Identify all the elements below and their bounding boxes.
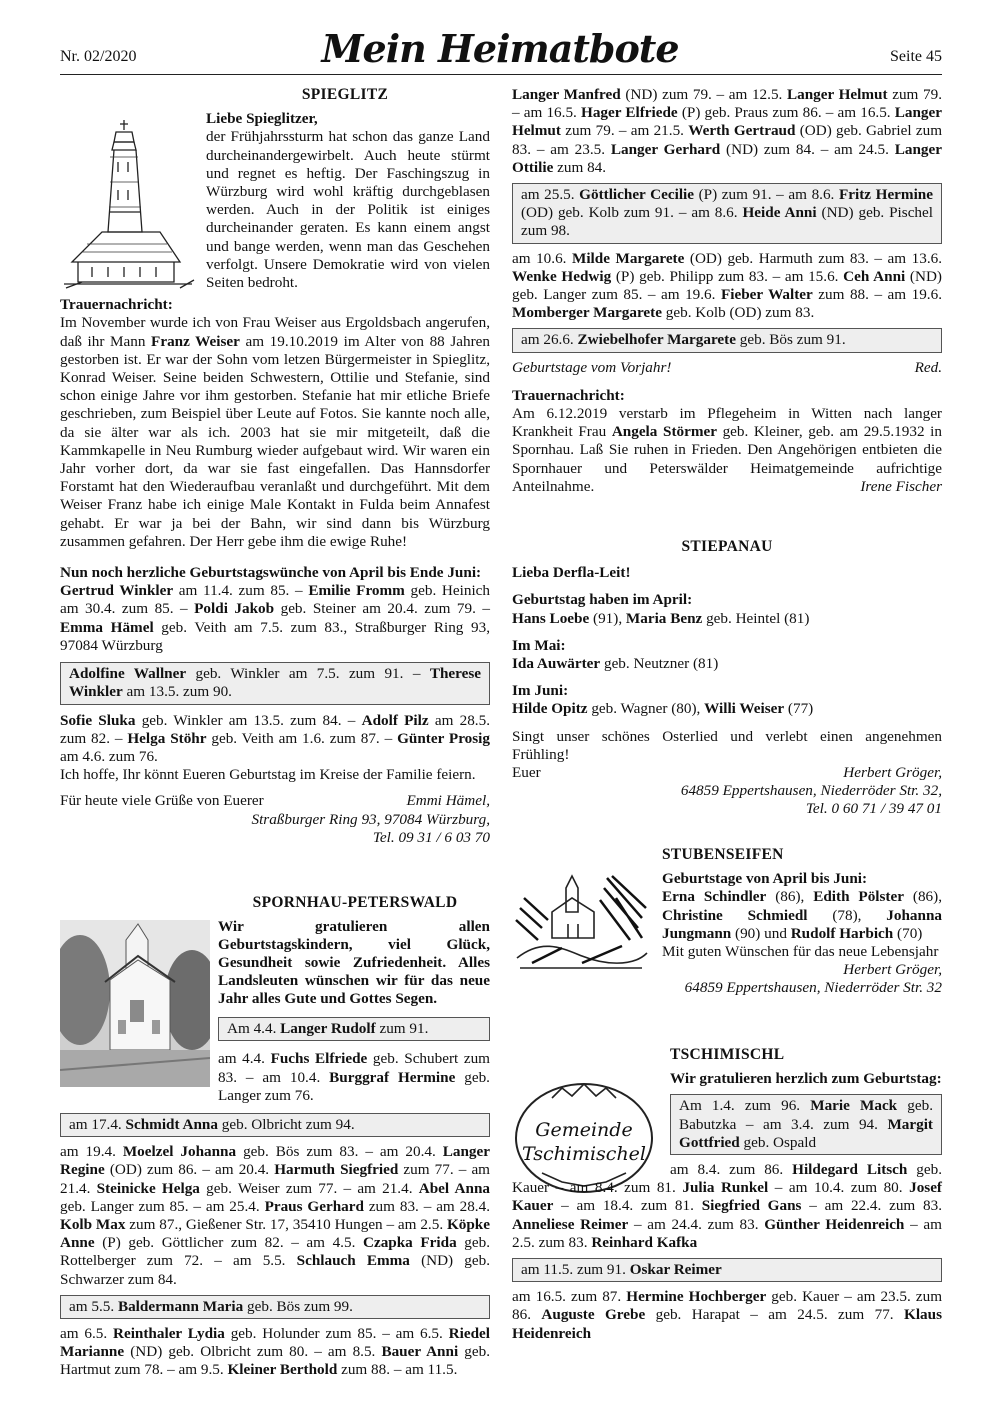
stiepanau-closing: Singt unser schönes Osterlied und verlebt einen angenehmen Frühling!	[512, 727, 942, 763]
spieglitz-mourning-title: Trauernachricht:	[60, 296, 173, 314]
stiepanau-june-title: Im Juni:	[512, 682, 569, 700]
previous-year-note: Geburtstage vom Vorjahr!	[512, 358, 672, 376]
spornhau-mourning-signature: Irene Fischer	[860, 478, 942, 496]
stiepanau-june: Hilde Opitz geb. Wagner (80), Willi Weiser (77)	[512, 700, 814, 718]
tschimischl-box-2: am 11.5. zum 91. Oskar Reimer	[512, 1258, 942, 1282]
stubenseifen-wishes: Mit guten Wünschen für das neue Lebensjahr	[662, 943, 939, 961]
stiepanau-title: STIEPANAU	[681, 538, 773, 555]
spieglitz-signature-name: Emmi Hämel,	[406, 792, 490, 810]
section-spieglitz	[60, 86, 490, 847]
stubenseifen-title: STUBENSEIFEN	[662, 846, 784, 863]
stubenseifen-signature-name: Herbert Gröger,	[843, 961, 942, 979]
spieglitz-signature-phone: Tel. 09 31 / 6 03 70	[372, 828, 490, 846]
spornhau-box-2: am 17.4. Schmidt Anna geb. Olbricht zum 94.	[60, 1113, 490, 1137]
spornhau-mourning-text: Am 6.12.2019 verstarb im Pflegeheim in Witten nach langer Krankheit Frau Angela Störmer geb. Kleiner, geb. am 29.5.1932 in Spornhau. Laß Sie ruhen in Frieden. Den Angehörigen entbieten die Spornhauer und Peterswälder Heimatgemeinde aufrichtige Anteilnahme.	[512, 405, 942, 495]
stiepanau-euer: Euer	[512, 764, 541, 782]
stubenseifen-birthday-title: Geburtstage von April bis Juni:	[662, 870, 868, 888]
spornhau-mourning-title: Trauernachricht:	[512, 386, 625, 404]
tschimischl-title: TSCHIMISCHL	[670, 1046, 785, 1063]
tschimischl-birthdays-f: am 8.4. zum 86. Hildegard Litsch geb. Kauer – am 8.4. zum 81. Julia Runkel – am 10.4. zum 80. Josef Kauer – am 18.4. zum 81. Siegfried Gans – am 22.4. zum 83. Anneliese Reimer – am 24.4. zum 83. Günther Heidenreich – am 2.5. zum 83. Reinhard Kafka	[512, 1161, 943, 1251]
section-stubenseifen	[512, 846, 942, 998]
spieglitz-hope: Ich hoffe, Ihr könnt Eueren Geburtstag im Kreise der Familie feiern.	[60, 766, 476, 784]
spornhau-birthdays-a: am 4.4. Fuchs Elfriede geb. Schubert zum 83. – am 10.4. Burggraf Hermine geb. Langer zum 76.	[218, 1050, 490, 1104]
stiepanau-may-title: Im Mai:	[512, 636, 566, 654]
spornhau-box-4: am 25.5. Göttlicher Cecilie (P) zum 91. – am 8.6. Fritz Hermine (OD) geb. Kolb zum 91. – am 8.6. Heide Anni (ND) geb. Pischel zum 98.	[512, 183, 942, 244]
stamp-line-1: Gemeinde	[535, 1119, 633, 1141]
spieglitz-intro: der Frühjahrssturm hat schon das ganze Land durcheinandergewirbelt. Auch heute stürmt und regnet es heftig. Der Faschingszug in Würzburg wird wohl kräftig durchgeblasen werden. Auch in der Politik ist einiges durcheinander geraten. Es kann einem angst und bange werden, wenn man das Geschehen verfolgt. Unsere Demokratie wird von vielen Seiten bedroht.	[206, 128, 490, 292]
spornhau-box-3: am 5.5. Baldermann Maria geb. Bös zum 99.	[60, 1295, 490, 1319]
spieglitz-closing: Für heute viele Grüße von Euerer	[60, 792, 264, 810]
spornhau-intro: Wir gratulieren allen Geburtstagskindern, viel Glück, Gesundheit sowie Zufriedenheit. Alles Landsleuten wünschen wir für das neue Jahr alles Gute und Gottes Segen.	[218, 918, 490, 1008]
issue-number: Nr. 02/2020	[60, 48, 137, 65]
section-tschimischl	[512, 1046, 942, 1343]
spornhau-title: SPORNHAU-PETERSWALD	[252, 894, 458, 911]
section-stiepanau	[512, 538, 942, 819]
page-number: Seite 45	[890, 48, 942, 65]
masthead: Mein Heimatbote	[321, 26, 679, 71]
tschimischl-intro: Wir gratulieren herzlich zum Geburtstag:	[670, 1070, 942, 1088]
stubenseifen-birthdays: Erna Schindler (86), Edith Pölster (86), Christine Schmiedl (78), Johanna Jungmann (90) und Rudolf Harbich (70)	[662, 888, 942, 942]
spieglitz-birthdays-2: Sofie Sluka geb. Winkler am 13.5. zum 84. – Adolf Pilz am 28.5. zum 82. – Helga Stöhr geb. Veith am 1.6. zum 87. – Günter Prosig am 4.6. zum 76.	[60, 711, 490, 765]
spornhau-birthdays-b: am 19.4. Moelzel Johanna geb. Bös zum 83. – am 20.4. Langer Regine (OD) zum 86. – am 20.4. Harmuth Siegfried zum 77. – am 21.4. Steinicke Helga geb. Weiser zum 77. – am 21.4. Abel Anna geb. Langer zum 85. – am 25.4. Praus Gerhard zum 83. – am 28.4. Kolb Max zum 87., Gießener Str. 17, 35410 Hungen – am 2.5. Köpke Anne (P) geb. Göttlicher zum 82. – am 4.5. Czapka Frida geb. Rottelberger zum 72. – am 5.5. Schlauch Emma (ND) geb. Schwarzer zum 84.	[60, 1143, 491, 1288]
spieglitz-birthdays-1: Gertrud Winkler am 11.4. zum 85. – Emilie Fromm geb. Heinich am 30.4. zum 85. – Poldi Jakob geb. Steiner am 20.4. zum 79. – Emma Hämel geb. Veith am 7.5. zum 83., Straßburger Ring 93, 97084 Würzburg	[60, 582, 490, 654]
spieglitz-highlight-box: Adolfine Wallner geb. Winkler am 7.5. zum 91. – Therese Winkler am 13.5. zum 90.	[60, 662, 490, 704]
stamp-line-2: Tschimischel	[521, 1143, 647, 1165]
stiepanau-greeting: Lieba Derfla-Leit!	[512, 564, 631, 582]
spornhau-birthdays-e: am 10.6. Milde Margarete (OD) geb. Harmuth zum 83. – am 13.6. Wenke Hedwig (P) geb. Philipp zum 83. – am 15.6. Ceh Anni (ND) geb. Langer zum 85. – am 19.6. Fieber Walter zum 88. – am 19.6. Momberger Margarete geb. Kolb (OD) zum 83.	[512, 249, 943, 322]
stubenseifen-signature-address: 64859 Eppertshausen, Niederröder Str. 32	[684, 979, 942, 997]
section-spornhau-continued	[512, 86, 942, 496]
section-spornhau	[60, 894, 490, 1380]
stiepanau-signature-address: 64859 Eppertshausen, Niederröder Str. 32,	[680, 782, 942, 800]
spieglitz-greeting: Liebe Spieglitzer,	[206, 110, 318, 128]
editor-mark: Red.	[914, 358, 942, 376]
spieglitz-title: SPIEGLITZ	[301, 86, 389, 103]
spornhau-box-5: am 26.6. Zwiebelhofer Margarete geb. Bös zum 91.	[512, 328, 942, 352]
stiepanau-signature-phone: Tel. 0 60 71 / 39 47 01	[805, 800, 942, 818]
spornhau-box-1: Am 4.4. Langer Rudolf zum 91.	[218, 1017, 490, 1041]
header-rule	[60, 74, 942, 75]
spornhau-birthdays-d: Langer Manfred (ND) zum 79. – am 12.5. Langer Helmut zum 79. – am 16.5. Hager Elfriede (P) geb. Praus zum 86. – am 16.5. Langer Helmut zum 79. – am 21.5. Werth Gertraud (OD) geb. Gabriel zum 83. – am 23.5. Langer Gerhard (ND) zum 84. – am 24.5. Langer Ottilie zum 84.	[512, 86, 943, 176]
spieglitz-birthday-title: Nun noch herzliche Geburtstagswünche von April bis Ende Juni:	[60, 564, 482, 582]
tschimischl-birthdays-g: am 16.5. zum 87. Hermine Hochberger geb. Kauer – am 23.5. zum 86. Auguste Grebe geb. Harapat – am 24.5. zum 77. Klaus Heidenreich	[512, 1288, 943, 1342]
spornhau-birthdays-c: am 6.5. Reinthaler Lydia geb. Holunder zum 85. – am 6.5. Riedel Marianne (ND) geb. Olbricht zum 80. – am 8.5. Bauer Anni geb. Hartmut zum 78. – am 9.5. Kleiner Berthold zum 88. – am 11.5.	[60, 1325, 490, 1379]
spieglitz-mourning-text: Im November wurde ich von Frau Weiser aus Ergoldsbach angerufen, daß ihr Mann Franz Weiser am 19.10.2019 im Alter von 88 Jahren gestorben ist. Er war der Sohn vom letzen Bürgermeister in Spieglitz, Konrad Weiser. Seine beiden Schwestern, Ottilie und Stefanie, sind schon einige Jahre vor ihm gestorben. Stefanie hat mir etliche Briefe geschrieben, zum Beispiel über Leute auf Fotos. Sie kannte noch alle, da sie älter war als ich. 2003 hat sie mir mitgeteilt, daß die Kammkapelle in Neu Rumburg wieder aufgebaut wird. Wir waren ein Jahr vorher dort, da war sie fast eingefallen. Das Hannsdorfer Forstamt hat den Wiederaufbau veranlaßt und durchgeführt. Mit dem Weiser Franz habe ich einige Male Kontakt in Fulda beim Annafest gehabt. Er war ja bei der Bahn, wir sind dann bis Würzburg zusammen gefahren. Der Herr gebe ihm die ewige Ruhe!	[60, 314, 491, 550]
stiepanau-signature-name: Herbert Gröger,	[843, 764, 942, 782]
stiepanau-may: Ida Auwärter geb. Neutzner (81)	[512, 655, 719, 673]
spieglitz-signature-address: Straßburger Ring 93, 97084 Würzburg,	[251, 810, 490, 828]
stiepanau-april-title: Geburtstag haben im April:	[512, 591, 693, 609]
tschimischl-box-1: Am 1.4. zum 96. Marie Mack geb. Babutzka – am 3.4. zum 94. Margit Gottfried geb. Ospald	[670, 1094, 942, 1155]
stiepanau-april: Hans Loebe (91), Maria Benz geb. Heintel (81)	[512, 609, 810, 627]
